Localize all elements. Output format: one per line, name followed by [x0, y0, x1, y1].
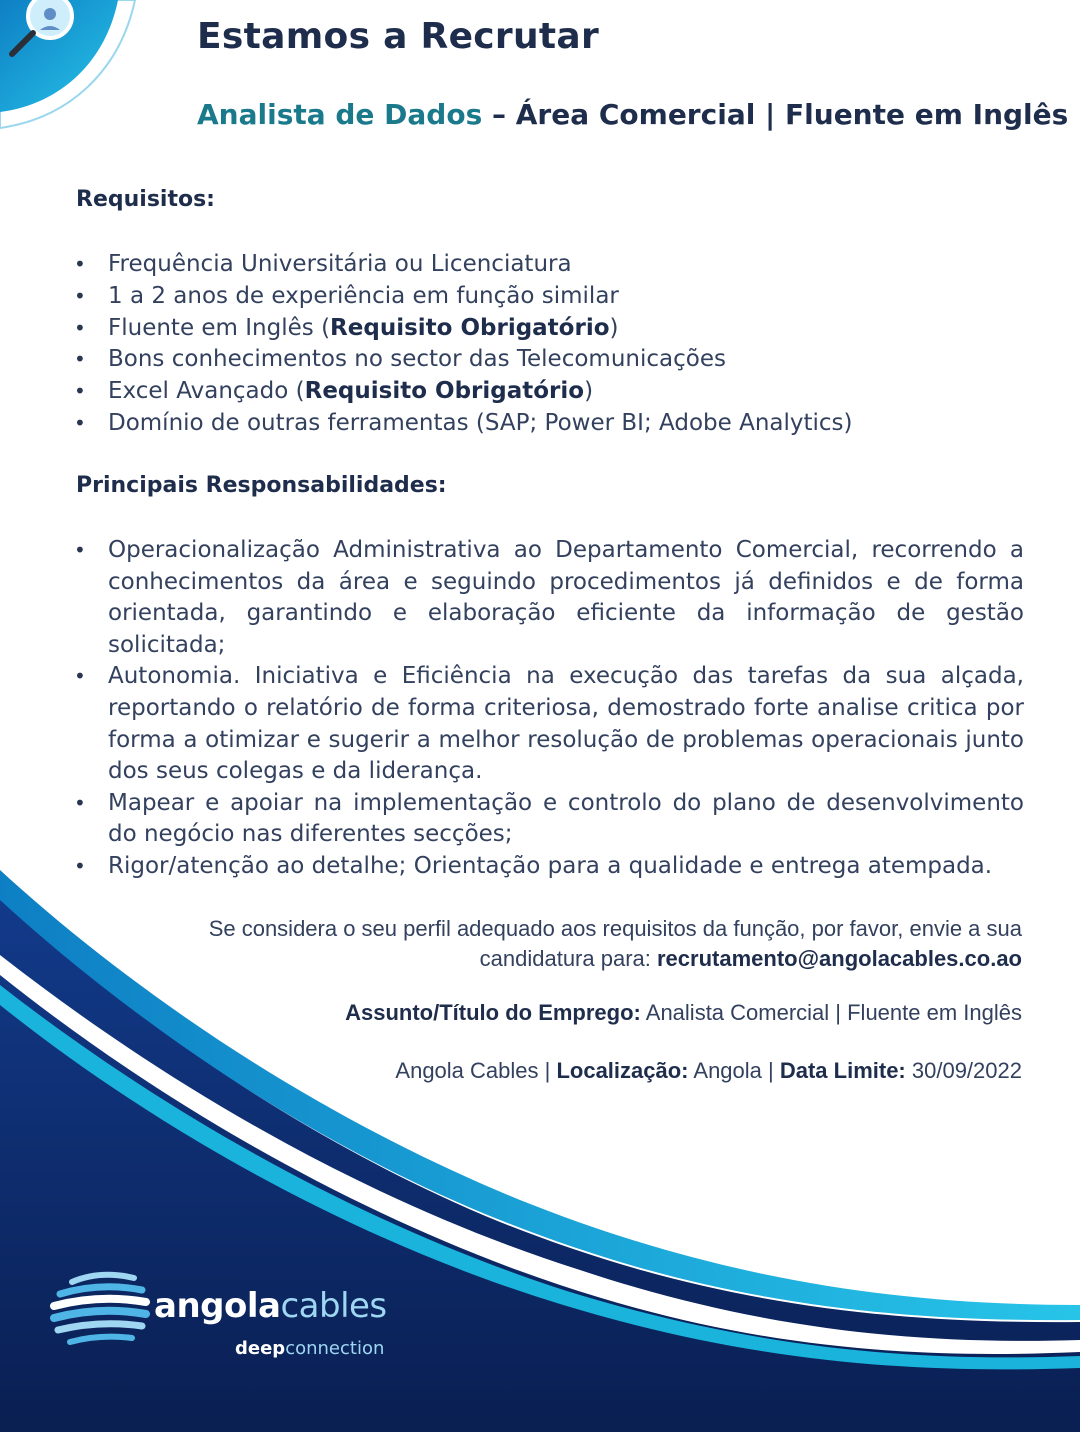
contact-email-link[interactable]: recrutamento@angolacables.co.ao — [656, 946, 1022, 971]
logo-tagline: deepconnection — [235, 1338, 385, 1359]
list-item: • Rigor/atenção ao detalhe; Orientação para a qualidade e entrega atempada. — [74, 851, 1024, 883]
requirements-title: Requisitos: — [76, 187, 215, 212]
list-item: • Autonomia. Iniciativa e Eficiência na execução das tarefas da sua alçada, reportando o relatório de forma criteriosa, demostrado forte analise critica por forma a otimizar e sugerir a melhor resolução de problemas operacionais junto dos seus colegas e da liderança. — [74, 661, 1024, 787]
list-item: • Excel Avançado (Requisito Obrigatório) — [74, 376, 1024, 408]
list-item: • Bons conhecimentos no sector das Telecomunicações — [74, 344, 1024, 376]
list-item: • Frequência Universitária ou Licenciatura — [74, 249, 1024, 281]
contact-info: Se considera o seu perfil adequado aos requisitos da função, por favor, envie a sua candidatura para: recrutamento@angolacables.co.ao — [208, 916, 1022, 971]
corner-badge — [0, 0, 140, 130]
job-role: Analista de Dados — [197, 98, 483, 131]
company-logo — [50, 1268, 430, 1368]
globe-logo-icon — [50, 1268, 150, 1352]
logo-wordmark: angolacables — [154, 1286, 387, 1326]
email-subject: Assunto/Título do Emprego: Analista Comercial | Fluente em Inglês — [345, 1000, 1022, 1025]
list-item: • Fluente em Inglês (Requisito Obrigatório) — [74, 313, 1024, 345]
list-item: • Domínio de outras ferramentas (SAP; Power BI; Adobe Analytics) — [74, 408, 1024, 440]
job-subtitle — [197, 98, 1068, 131]
list-item: • Operacionalização Administrativa ao Departamento Comercial, recorrendo a conhecimentos da área e seguindo procedimentos já definidos e de forma orientada, garantindo e elaboração eficiente da informação de gestão solicitada; — [74, 535, 1024, 661]
job-area: – Área Comercial | Fluente em Inglês — [492, 98, 1069, 131]
list-item: • 1 a 2 anos de experiência em função similar — [74, 281, 1024, 313]
requirements-list — [74, 249, 1024, 440]
responsibilities-title: Principais Responsabilidades: — [76, 473, 447, 498]
responsibilities-list — [74, 535, 1024, 883]
location-deadline: Angola Cables | Localização: Angola | Data Limite: 30/09/2022 — [395, 1058, 1022, 1083]
list-item: • Mapear e apoiar na implementação e controlo do plano de desenvolvimento do negócio nas diferentes secções; — [74, 788, 1024, 851]
page-title: Estamos a Recrutar — [197, 16, 600, 57]
